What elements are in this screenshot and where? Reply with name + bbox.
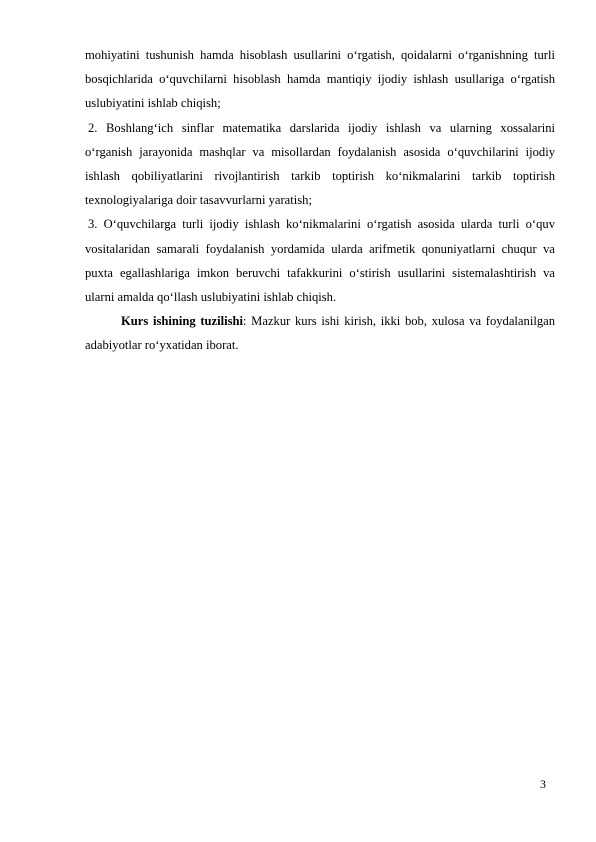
structure-label: Kurs ishining tuzilishi [121,314,244,329]
structure-text: : Mazkur kurs ishi kirish, ikki bob, xulosa va foydalanilgan adabiyotlar ro‘yxatidan iborat. [85,314,556,353]
paragraph-task-2: 2. Boshlang‘ich sinflar matematika darslarida ijodiy ishlash va ularning xossalarini o‘rganish jarayonida mashqlar va misollardan foydalanish asosida o‘quvchilarini ijodiy ishlash qobiliyatlarini rivojlantirish tarkib toptirish ko‘nikmalarini tarkib toptirish texnologiyalariga doir tasavvurlarni yaratish; [85,120,555,208]
document-body [85,43,555,358]
paragraph-goal-continuation: mohiyatini tushunish hamda hisoblash usullarini o‘rgatish, qoidalarni o‘rganishning turli bosqichlarida o‘quvchilarni hisoblash hamda mantiqiy ijodiy ishlash usullariga o‘rgatish uslubiyatini ishlab chiqish; [85,48,555,111]
page-number: 3 [540,777,546,791]
paragraph-task-3: 3. O‘quvchilarga turli ijodiy ishlash ko‘nikmalarini o‘rgatish asosida ularda turli o‘quv vositalaridan samarali foydalanish yordamida ularda arifmetik qonuniyatlarni chuqur va puxta egallashlariga imkon beruvchi tafakkurini o‘stirish usullarini sistemalashtirish va ularni amalda qo‘llash uslubiyatini ishlab chiqish. [85,217,555,305]
paragraph-structure [85,309,555,357]
